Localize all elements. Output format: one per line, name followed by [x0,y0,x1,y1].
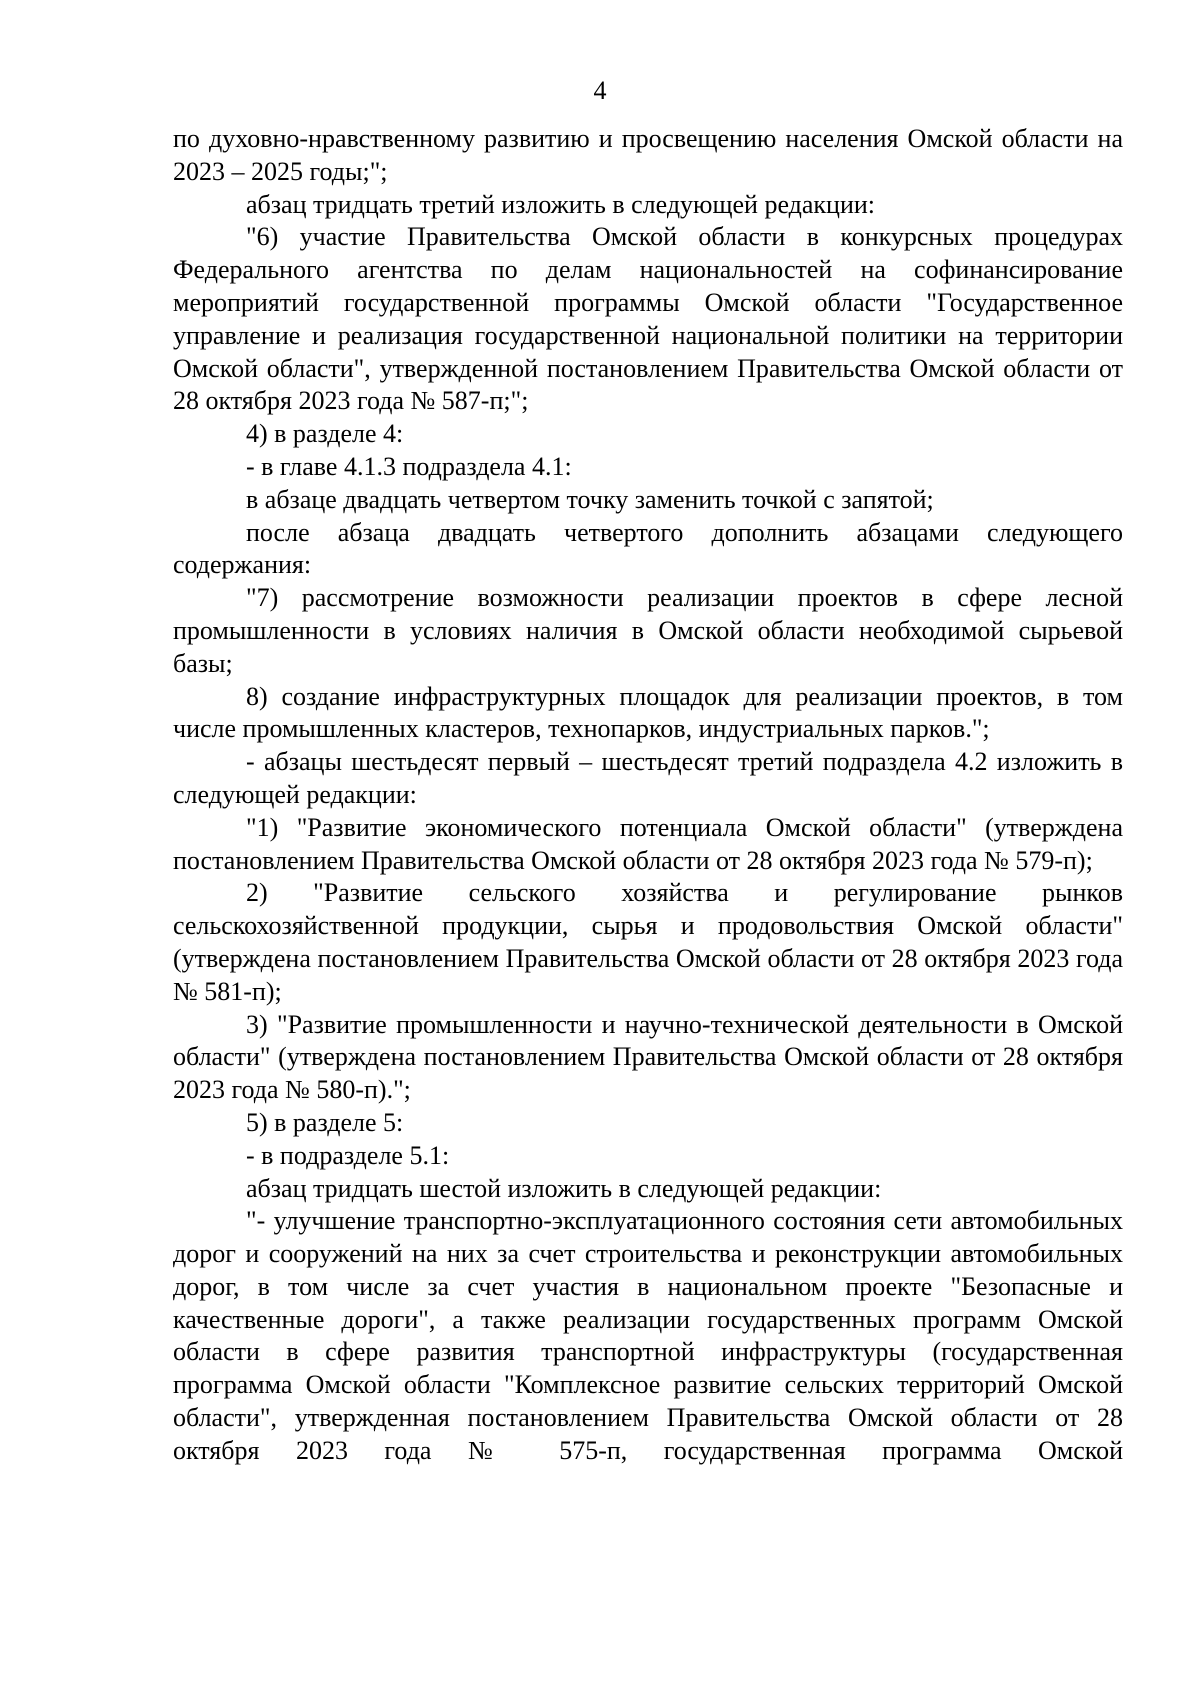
paragraph-section-5: 5) в разделе 5: [246,1107,404,1137]
paragraph-item-6: "6) участие Правительства Омской области в конкурсных процедурах Федерального агентства по делам национальностей на софинансирование мероприятий государственной программы Омской области "Государственное управление и реализация государственной национальной политики на территории Омской области", утвержденной постановлением Правительства Омской области от 28 октября 2023 года № 587-п;"; [173,222,1123,416]
paragraph-program-1: "1) "Развитие экономического потенциала Омской области" (утверждена постановлением Правительства Омской области от 28 октября 2023 года № 579-п); [173,812,1123,875]
paragraph-subsection-5-1: - в подразделе 5.1: [246,1140,450,1170]
paragraph-program-3: 3) "Развитие промышленности и научно-технической деятельности в Омской области" (утверждена постановлением Правительства Омской области от 28 октября 2023 года № 580-п)."; [173,1009,1123,1105]
paragraph-replace-dot: в абзаце двадцать четвертом точку заменить точкой с запятой; [246,484,934,514]
paragraph-chapter-4-1-3: - в главе 4.1.3 подраздела 4.1: [246,451,572,481]
document-body [173,123,1123,1468]
paragraph-add-after-24: после абзаца двадцать четвертого дополнить абзацами следующего содержания: [173,517,1123,580]
page-number: 4 [593,76,607,105]
paragraph-subsection-4-2: - абзацы шестьдесят первый – шестьдесят третий подраздела 4.2 изложить в следующей редакции: [173,747,1123,809]
paragraph-amendment-36: абзац тридцать шестой изложить в следующей редакции: [246,1173,882,1203]
paragraph-continuation: по духовно-нравственному развитию и просвещению населения Омской области на 2023 – 2025 годы;"; [173,124,1123,186]
paragraph-amendment-33: абзац тридцать третий изложить в следующей редакции: [246,189,876,219]
paragraph-item-8: 8) создание инфраструктурных площадок для реализации проектов, в том числе промышленных кластеров, технопарков, индустриальных парков."; [173,681,1123,744]
paragraph-road-improvement: "- улучшение транспортно-эксплуатационного состояния сети автомобильных дорог и сооружений на них за счет строительства и реконструкции автомобильных дорог, в том числе за счет участия в национальном проекте "Безопасные и качественные дороги", а также реализации государственных программ Омской области в сфере развития транспортной инфраструктуры (государственная программа Омской области "Комплексное развитие сельских территорий Омской области", утвержденная постановлением Правительства Омской области от 28 октября 2023 года № 575-п, государственная программа Омской [173,1206,1123,1465]
paragraph-program-2: 2) "Развитие сельского хозяйства и регулирование рынков сельскохозяйственной продукции, сырья и продовольствия Омской области" (утверждена постановлением Правительства Омской области от 28 октября 2023 года № 581-п); [173,878,1123,1006]
paragraph-section-4: 4) в разделе 4: [246,419,404,449]
paragraph-item-7: "7) рассмотрение возможности реализации проектов в сфере лесной промышленности в условиях наличия в Омской области необходимой сырьевой базы; [173,583,1123,678]
